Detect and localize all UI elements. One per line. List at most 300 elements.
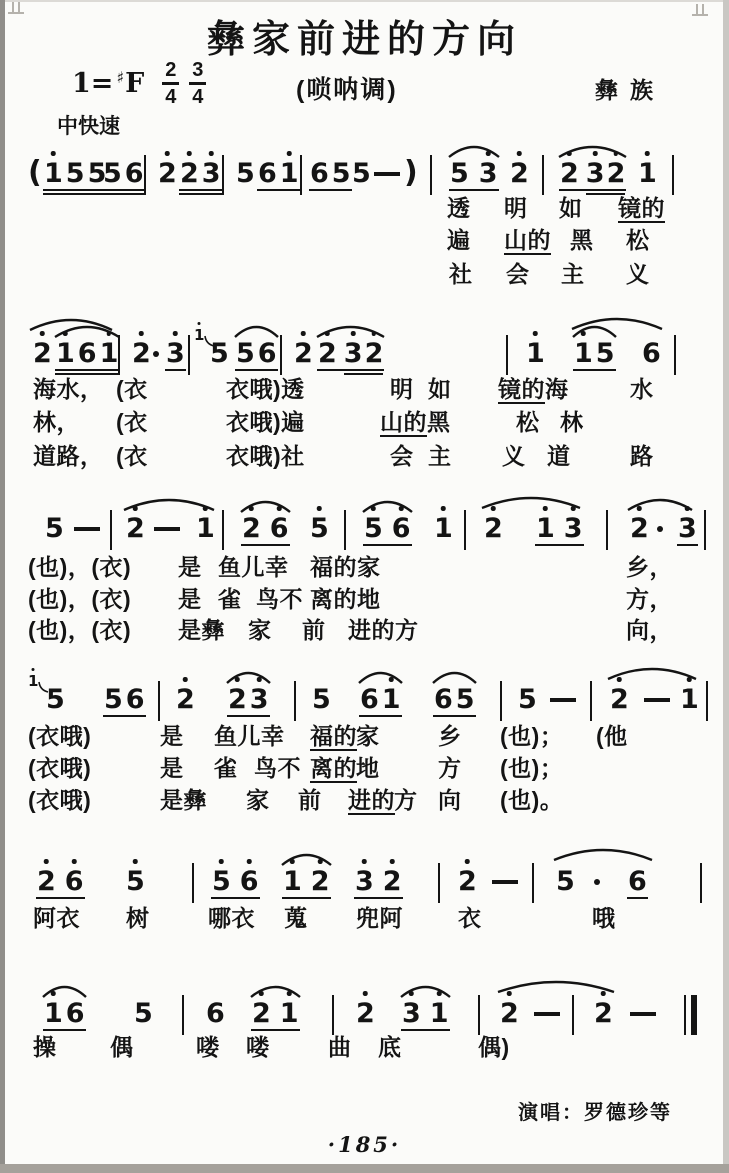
note-digit: 1 [280, 1000, 299, 1028]
bar-line [222, 510, 224, 550]
bar-line [532, 863, 534, 903]
note-digit: 6 [65, 868, 84, 896]
note-digit: 5 [65, 158, 85, 189]
note [500, 1000, 519, 1028]
phrase-arc [552, 846, 654, 862]
lyric-syllable: (也)。 [500, 787, 564, 813]
bar-line [110, 510, 112, 550]
note-digit: 2 [383, 868, 402, 896]
note-digit: 1 [44, 1000, 63, 1028]
note-group [678, 515, 697, 546]
ethnic-group-label: 彝族 [595, 77, 665, 103]
lyric-syllable: (衣 [116, 443, 148, 469]
lyric-syllable: 是彝 [178, 617, 225, 643]
lyric-syllable: (也)； [500, 755, 564, 781]
beam-line [257, 189, 300, 191]
note [642, 340, 661, 368]
slur-arc [249, 983, 302, 999]
note [352, 160, 371, 188]
note-digit: 1 [283, 868, 302, 896]
bar-line [606, 510, 608, 550]
note [680, 686, 699, 714]
note [158, 160, 177, 188]
note-digit: 6 [628, 866, 647, 897]
note-digit: 2 [510, 160, 529, 188]
note-digit: 5 [126, 868, 145, 896]
lyric-syllable: 海 [545, 376, 569, 402]
note-group [37, 868, 84, 899]
duration-dash [534, 1012, 560, 1016]
meter-denominator: 4 [192, 85, 204, 108]
note-group [628, 868, 647, 899]
beam-line [354, 897, 403, 899]
lyric-syllable: 主 [561, 261, 585, 287]
lyric-syllable: 主 [428, 443, 452, 469]
bar-line [280, 335, 282, 375]
lyric-syllable: 道 [547, 443, 571, 469]
note-group [44, 1000, 85, 1031]
phrase-arc [480, 494, 582, 510]
lyric-syllable: 是彝 [160, 787, 207, 813]
duration-dash [154, 527, 180, 531]
beam-line [103, 715, 146, 717]
bar-line [118, 335, 120, 375]
note-digit: 2 [37, 868, 56, 896]
lyric-syllable: 方 [438, 755, 462, 781]
note [434, 515, 453, 543]
beam-line [677, 544, 698, 546]
note-digit: 5 [312, 684, 331, 715]
slur-arc [399, 983, 452, 999]
bar-line [500, 681, 502, 721]
note-group [355, 868, 402, 899]
lyric-syllable: 如 [559, 195, 583, 221]
duration-dash [74, 527, 100, 531]
subtitle-tune-name: (唢呐调) [296, 76, 398, 104]
octave-dot [183, 677, 188, 682]
tempo-marking: 中快速 [57, 115, 120, 138]
note-digit: 5 [212, 868, 231, 896]
lyric-syllable: 黑 [427, 409, 451, 435]
octave-dot [133, 859, 138, 864]
note-digit: 2 [180, 160, 199, 188]
octave-dot [72, 859, 77, 864]
note-digit: 1 [536, 515, 555, 543]
lyric-syllable: 社 [449, 261, 473, 287]
grace-note [194, 327, 204, 345]
octave-dot [173, 331, 178, 336]
parenthesis: ) [404, 155, 418, 190]
lyric-syllable: 透 [447, 195, 471, 221]
note-digit: 2 [311, 868, 330, 896]
sharp-accidental-icon: ♯ [116, 67, 125, 87]
phrase-arc [606, 665, 698, 681]
note-digit: 3 [479, 160, 498, 188]
note-digit: 6 [257, 338, 277, 369]
lyric-syllable: 离的 [310, 755, 357, 781]
lyric-syllable: 鱼儿幸 [214, 723, 285, 749]
note-digit: 5 [134, 998, 153, 1029]
lyric-syllable: 福的 [310, 723, 357, 749]
lyric-syllable: 路 [630, 443, 654, 469]
bar-line [464, 510, 466, 550]
octave-dot [301, 331, 306, 336]
note-digit: 1 [280, 160, 299, 188]
bar-line [188, 335, 190, 375]
beam-line [235, 369, 278, 371]
octave-dot [390, 859, 395, 864]
bar-line [144, 155, 146, 195]
note-digit: 5 [364, 515, 383, 543]
lyric-syllable: 喽 [196, 1034, 220, 1060]
slur-arc [431, 669, 478, 685]
lyric-syllable: 山的 [380, 409, 427, 435]
note-digit: 2 [458, 868, 477, 896]
lyric-syllable: 衣哦)社 [226, 443, 305, 469]
note [312, 686, 331, 714]
note [594, 1000, 613, 1028]
note [356, 1000, 375, 1028]
note-digit: 6 [258, 158, 277, 189]
note-digit: 2 [176, 686, 195, 714]
octave-dot [44, 859, 49, 864]
note-digit: 5 [595, 338, 615, 369]
note-digit: 6 [270, 515, 289, 543]
note-group [310, 160, 351, 191]
note-digit: 2 [484, 515, 503, 543]
lyric-syllable: 鸟不 [256, 586, 303, 612]
duration-dash [630, 1012, 656, 1016]
note-digit: 2 [158, 160, 177, 188]
note-group [56, 340, 118, 371]
beam-line [43, 189, 107, 191]
bar-line [182, 995, 184, 1035]
beam-line [535, 544, 584, 546]
beam-line [179, 193, 222, 195]
octave-dot [362, 859, 367, 864]
note-digit: 2 [607, 160, 626, 188]
beam-line [165, 369, 186, 371]
note-group [402, 1000, 449, 1031]
octave-dot [465, 859, 470, 864]
lyric-syllable: 福的家 [310, 554, 381, 580]
note-digit: 5 [46, 684, 65, 715]
note-digit: 6 [206, 998, 225, 1029]
phrase-arc [122, 496, 216, 512]
bar-line [478, 995, 480, 1035]
note-digit: 6 [124, 158, 144, 189]
note-digit: 2 [560, 160, 579, 188]
note-digit: 5 [455, 684, 475, 715]
note-digit: 5 [236, 158, 255, 189]
note [126, 868, 145, 896]
note-digit: 1 [382, 686, 401, 714]
lyric-syllable: 兜阿 [356, 905, 403, 931]
note-digit: 6 [360, 684, 379, 715]
note-digit: 5 [210, 338, 229, 369]
phrase-arc [626, 496, 694, 512]
note [210, 340, 229, 368]
lyric-syllable: 是 [160, 755, 184, 781]
lyric-syllable: 曲 [328, 1034, 352, 1060]
note-digit: 2 [500, 1000, 519, 1028]
note-digit: 2 [228, 686, 247, 714]
lyric-syllable: 偶 [110, 1034, 134, 1060]
note-group [364, 515, 411, 546]
beam-line [241, 544, 290, 546]
bar-line [294, 681, 296, 721]
note-group [574, 340, 615, 371]
lyric-syllable: 方， [626, 586, 673, 612]
note-digit: 1 [574, 340, 593, 368]
note [484, 515, 503, 543]
augmentation-dot [153, 351, 159, 357]
note [132, 340, 151, 368]
beam-line [36, 897, 85, 899]
note [610, 686, 629, 714]
note-group [236, 340, 277, 371]
lyric-syllable: 雀 [214, 755, 238, 781]
octave-dot [209, 151, 214, 156]
duration-dash [374, 172, 400, 176]
lyric-syllable: 如 [428, 376, 452, 402]
note-group [212, 868, 259, 899]
lyric-syllable: 喽 [246, 1034, 270, 1060]
note-digit: 6 [642, 338, 661, 369]
note-digit: 1 [28, 674, 38, 689]
note-digit: 5 [87, 158, 107, 189]
note-digit: 1 [430, 1000, 449, 1028]
octave-dot [645, 151, 650, 156]
duration-dash [644, 698, 670, 702]
lyric-syllable: (衣哦) [28, 723, 92, 749]
parenthesis: ( [28, 155, 42, 190]
note-digit: 5 [331, 158, 351, 189]
note-digit: 2 [318, 340, 337, 368]
bar-line [332, 995, 334, 1035]
bar-line [590, 681, 592, 721]
lyric-syllable: 树 [126, 905, 150, 931]
lyric-syllable: (也)，(衣) [28, 617, 132, 643]
lyric-syllable: 底 [378, 1034, 402, 1060]
note-digit: 1 [194, 328, 204, 343]
note-group [104, 686, 145, 717]
beam-line [559, 189, 626, 191]
slur-arc [315, 323, 386, 339]
note-digit: 3 [678, 515, 697, 543]
lyric-syllable: 义 [626, 261, 650, 287]
slur-arc [357, 669, 404, 685]
beam-line [282, 897, 331, 899]
lyric-syllable: 蒐 [284, 905, 308, 931]
bar-line [700, 863, 702, 903]
lyric-syllable: 衣 [458, 905, 482, 931]
lyric-syllable: 山的 [504, 227, 551, 253]
octave-dot [219, 859, 224, 864]
bar-line [704, 510, 706, 550]
note-digit: 1 [526, 340, 545, 368]
beam-line [344, 373, 384, 375]
lyric-syllable: (衣哦) [28, 755, 92, 781]
note-digit: 2 [365, 340, 384, 368]
note-digit: 3 [402, 1000, 421, 1028]
note-group [242, 515, 289, 546]
note-digit: 3 [355, 868, 374, 896]
beam-line [55, 373, 119, 375]
beam-line [43, 193, 107, 195]
note-digit: 3 [586, 160, 605, 188]
duration-dash [492, 880, 518, 884]
lyric-syllable: 向， [626, 617, 673, 643]
note [458, 868, 477, 896]
note-group [283, 868, 330, 899]
note-digit: 2 [356, 1000, 375, 1028]
lyric-syllable: 会 [506, 261, 530, 287]
final-bar-thick [691, 995, 697, 1035]
duration-dash [550, 698, 576, 702]
bar-line [344, 510, 346, 550]
grace-note [28, 673, 38, 691]
note-digit: 3 [202, 160, 221, 188]
lyric-syllable: 地 [356, 755, 380, 781]
page-number: ·185· [327, 1132, 402, 1157]
lyric-syllable: 衣哦)透 [226, 376, 305, 402]
octave-dot [51, 151, 56, 156]
lyric-syllable: 家 [248, 617, 272, 643]
augmentation-dot [594, 879, 600, 885]
note-digit: 5 [556, 866, 575, 897]
beam-line [573, 369, 616, 371]
note-digit: 1 [638, 160, 657, 188]
slur-arc [233, 323, 280, 339]
note-digit: 1 [196, 515, 215, 543]
note-group [166, 340, 185, 371]
lyric-syllable: 松 [626, 227, 650, 253]
note [294, 340, 313, 368]
note-group [252, 1000, 299, 1031]
bar-line [672, 155, 674, 195]
octave-dot [363, 991, 368, 996]
phrase-arc [570, 315, 664, 331]
note-group [560, 160, 625, 191]
octave-dot [517, 151, 522, 156]
note [518, 686, 537, 714]
lyric-syllable: 方 [394, 787, 418, 813]
note-group [103, 160, 144, 191]
octave-dot [187, 151, 192, 156]
note-subgroup [344, 340, 384, 368]
note [33, 340, 52, 368]
octave-dot [533, 331, 538, 336]
note [510, 160, 529, 188]
slur-arc [447, 143, 501, 159]
note-group [434, 686, 475, 717]
key-prefix: 1= [72, 67, 114, 99]
note-group [318, 340, 383, 371]
lyric-syllable: 哦 [592, 905, 616, 931]
meter-numerator: 3 [192, 59, 204, 81]
beam-line [55, 369, 119, 371]
slur-arc [41, 983, 88, 999]
meter-denominator: 4 [165, 85, 177, 108]
octave-dot [165, 151, 170, 156]
note-digit: 6 [65, 998, 85, 1029]
note-digit: 1 [56, 340, 75, 368]
beam-line [433, 715, 476, 717]
note-digit: 5 [103, 158, 122, 189]
bar-line [222, 155, 224, 195]
note-digit: 2 [294, 340, 313, 368]
note-group [228, 686, 269, 717]
lyric-syllable: 雀 [218, 586, 242, 612]
note [45, 515, 64, 543]
slur-arc [361, 498, 414, 514]
note [196, 515, 215, 543]
note-group [258, 160, 299, 191]
lyric-syllable: (衣 [116, 376, 148, 402]
note-digit: 5 [352, 158, 371, 189]
lyric-syllable: 是 [178, 586, 202, 612]
lyric-syllable: (也)，(衣) [28, 586, 132, 612]
note-digit: 5 [104, 684, 123, 715]
note-digit: 2 [594, 1000, 613, 1028]
beam-line [251, 1029, 300, 1031]
note-digit: 3 [250, 686, 269, 714]
beam-line [43, 1029, 86, 1031]
note-digit: 2 [630, 515, 649, 543]
beam-line [211, 897, 260, 899]
beam-line [309, 189, 352, 191]
lyric-syllable: 进的 [348, 787, 395, 813]
bar-line [192, 863, 194, 903]
note [556, 868, 575, 896]
beam-line [317, 369, 384, 371]
lyric-syllable: 水 [630, 376, 654, 402]
note-digit: 6 [434, 684, 453, 715]
beam-line [401, 1029, 450, 1031]
bar-line [300, 155, 302, 195]
bar-line [438, 863, 440, 903]
note-group [450, 160, 498, 191]
note-group [360, 686, 401, 717]
octave-dot [139, 331, 144, 336]
note-digit: 2 [242, 515, 261, 543]
lyric-syllable: 松 [516, 409, 540, 435]
beam-line [102, 193, 145, 195]
note-digit: 1 [100, 340, 119, 368]
note [310, 515, 329, 543]
lyric-syllable: (他 [596, 723, 628, 749]
lyric-syllable: (衣 [116, 409, 148, 435]
beam-line [102, 189, 145, 191]
lyric-syllable: 阿衣 [33, 905, 80, 931]
note-digit: 3 [344, 340, 363, 368]
augmentation-dot [657, 526, 663, 532]
note-digit: 5 [310, 515, 329, 543]
lyric-syllable: 乡 [438, 723, 462, 749]
note-digit: 5 [236, 338, 255, 369]
meter-numerator: 2 [165, 59, 177, 81]
lyric-syllable: 鱼儿幸 [218, 554, 289, 580]
lyric-syllable: 家 [356, 723, 380, 749]
lyric-syllable: 进的方 [348, 617, 419, 643]
note-digit: 6 [392, 515, 411, 543]
bar-line [430, 155, 432, 195]
lyric-syllable: 林 [560, 409, 584, 435]
lyric-syllable: 会 [390, 443, 414, 469]
slur-arc [239, 498, 292, 514]
note-group [44, 160, 106, 191]
